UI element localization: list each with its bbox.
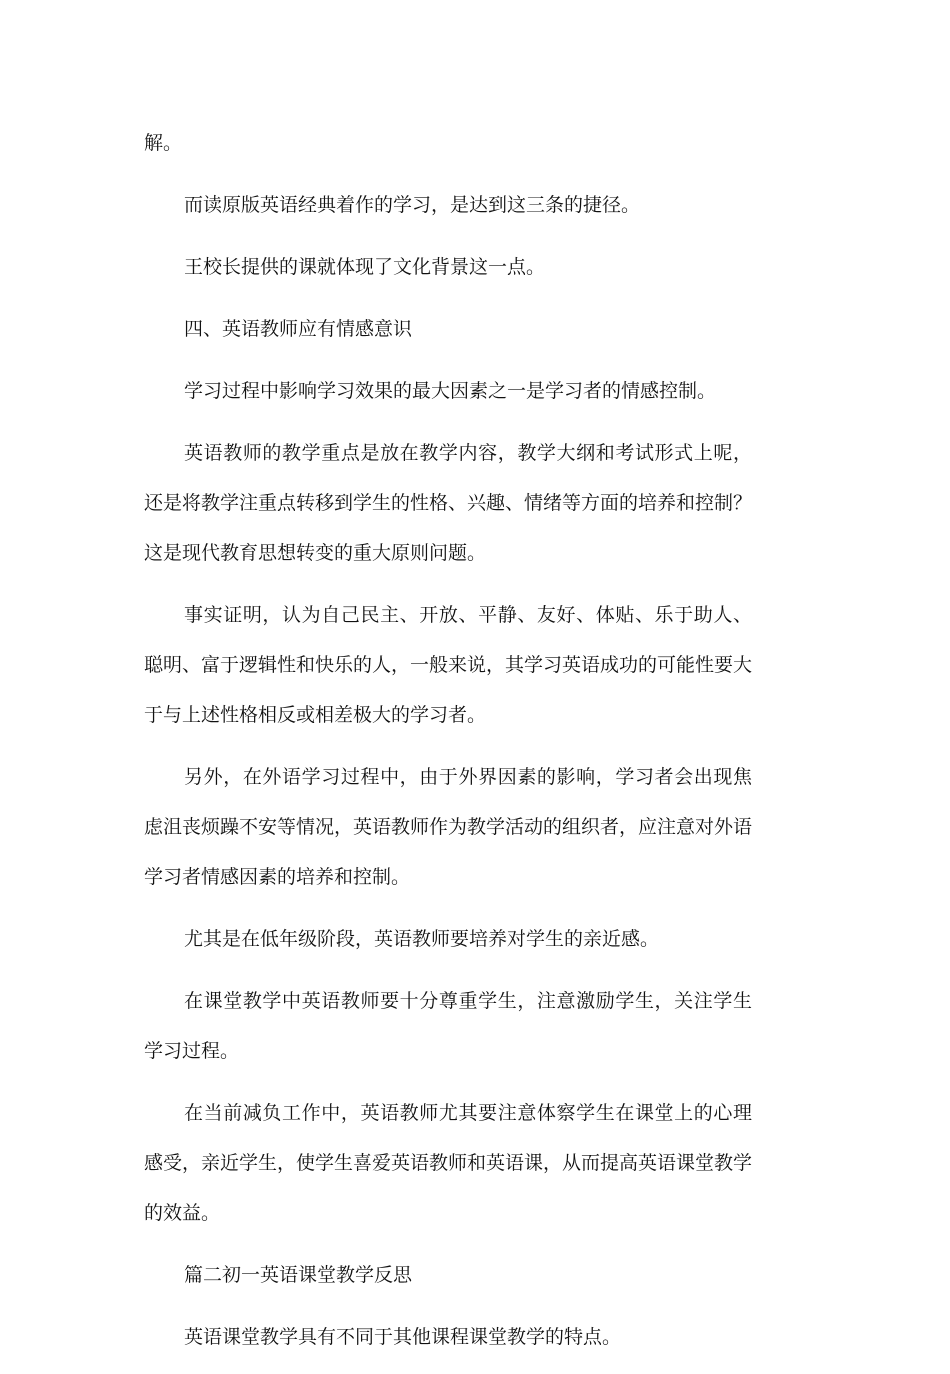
section-heading: 篇二初一英语课堂教学反思 bbox=[184, 1264, 413, 1286]
paragraph: 王校长提供的课就体现了文化背景这一点。 bbox=[184, 256, 546, 278]
paragraph: 事实证明，认为自己民主、开放、平静、友好、体贴、乐于助人、聪明、富于逻辑性和快乐的人，一般来说，其学习英语成功的可能性要大于与上述性格相反或相差极大的学习者。 bbox=[144, 604, 753, 726]
paragraph: 英语教师的教学重点是放在教学内容，教学大纲和考试形式上呢，还是将教学注重点转移到学生的性格、兴趣、情绪等方面的培养和控制？这是现代教育思想转变的重大原则问题。 bbox=[144, 442, 753, 564]
paragraph: 在当前减负工作中，英语教师尤其要注意体察学生在课堂上的心理感受，亲近学生，使学生喜爱英语教师和英语课，从而提高英语课堂教学的效益。 bbox=[144, 1102, 753, 1224]
paragraph-continuation: 解。 bbox=[144, 132, 183, 154]
section-heading: 四、英语教师应有情感意识 bbox=[184, 318, 413, 340]
paragraph: 学习过程中影响学习效果的最大因素之一是学习者的情感控制。 bbox=[184, 380, 717, 402]
document-body bbox=[144, 118, 752, 1374]
paragraph: 另外，在外语学习过程中，由于外界因素的影响，学习者会出现焦虑沮丧烦躁不安等情况，英语教师作为教学活动的组织者，应注意对外语学习者情感因素的培养和控制。 bbox=[144, 766, 753, 888]
paragraph: 尤其是在低年级阶段，英语教师要培养对学生的亲近感。 bbox=[184, 928, 660, 950]
paragraph: 而读原版英语经典着作的学习，是达到这三条的捷径。 bbox=[184, 194, 641, 216]
paragraph: 在课堂教学中英语教师要十分尊重学生，注意激励学生，关注学生学习过程。 bbox=[144, 990, 752, 1062]
paragraph: 英语课堂教学具有不同于其他课程课堂教学的特点。 bbox=[184, 1326, 622, 1348]
